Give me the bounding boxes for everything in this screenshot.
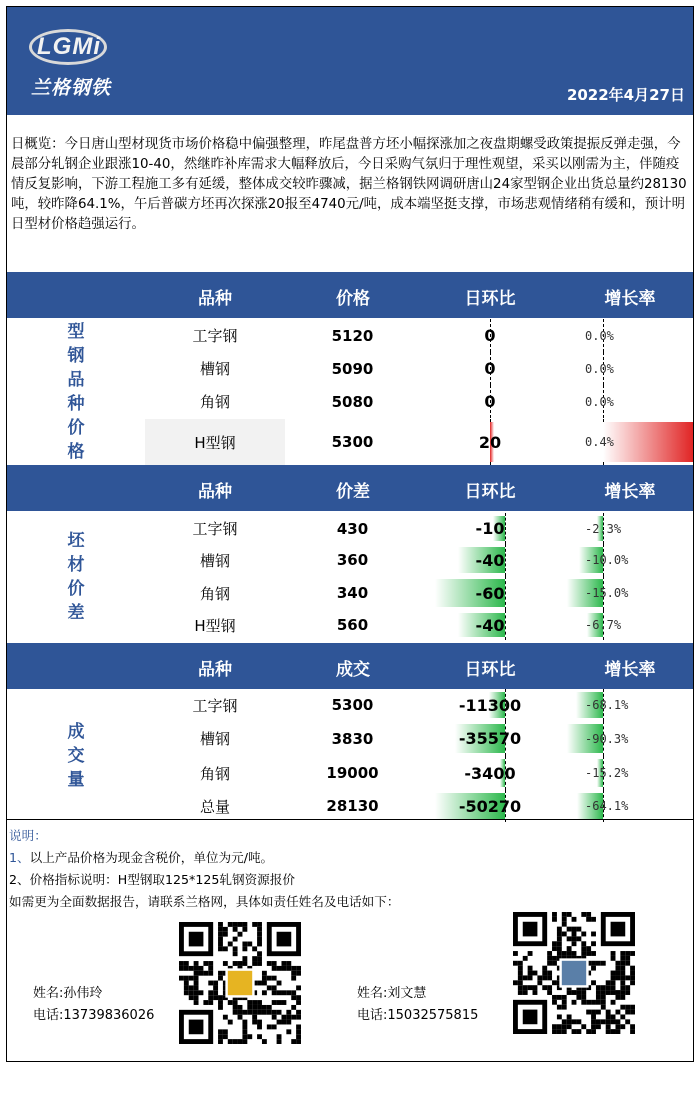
change-cell <box>425 513 555 544</box>
table-row <box>145 756 693 790</box>
product-name-text: 角钢 <box>199 393 230 411</box>
qr-code-2 <box>513 912 635 1034</box>
value-cell <box>285 319 420 352</box>
value-cell-text: 360 <box>336 551 369 569</box>
table-row <box>145 721 693 756</box>
rate-cell <box>565 513 694 544</box>
section-label-char: 种 <box>67 394 85 414</box>
table-row <box>145 385 693 418</box>
product-name-text: 工字钢 <box>192 696 238 715</box>
rate-cell <box>565 352 694 385</box>
change-cell-text: 0 <box>484 359 496 378</box>
value-cell-text: 5120 <box>331 326 374 345</box>
section-label-char: 价 <box>67 418 85 438</box>
contact-2-name: 姓名:刘文慧 <box>357 986 427 1001</box>
section-label-char: 钢 <box>67 346 85 366</box>
value-cell <box>285 721 420 756</box>
column-header: 品种 <box>198 482 232 502</box>
change-cell-text: -10 <box>475 519 505 538</box>
zero-axis <box>505 513 506 544</box>
change-cell-text: -35570 <box>458 729 522 748</box>
product-name-text: H型钢 <box>194 616 236 635</box>
change-cell <box>425 385 555 418</box>
rate-cell <box>565 689 694 721</box>
zero-axis <box>505 610 506 640</box>
product-name-text: 槽钢 <box>199 360 230 378</box>
value-cell <box>285 419 420 465</box>
table-row <box>145 790 693 822</box>
change-cell <box>425 352 555 385</box>
column-header: 价差 <box>336 482 370 502</box>
table-row <box>145 352 693 385</box>
rate-cell-text: 0.4% <box>585 435 614 449</box>
rate-cell <box>565 721 694 756</box>
table-row <box>145 610 693 640</box>
value-cell-text: 560 <box>336 616 369 634</box>
value-cell <box>285 576 420 610</box>
rate-cell-text: -2.3% <box>585 521 622 536</box>
product-name <box>145 756 285 790</box>
column-header: 日环比 <box>464 660 516 680</box>
column-header: 增长率 <box>604 289 656 309</box>
column-header: 日环比 <box>464 289 516 309</box>
overview-text: 日概览：今日唐山型材现货市场价格稳中偏强整理，昨尾盘普方坯小幅探涨加之夜盘期螺受政策提振反弹走强，今晨部分轧钢企业跟涨10-40，然继昨补库需求大幅释放后，今日采购气氛归于理性观望，采买以刚需为主，伴随疫情反复影响，下游工程施工多有延缓，整体成交较昨骤减，据兰格钢铁网调研唐山24家型钢企业出货总量约28130吨，较昨降64.1%，午后普碳方坯再次探涨20报至4740元/吨，成本端坚挺支撑，市场悲观情绪稍有缓和，预计明日型材价格趋强运行。 <box>11 137 687 232</box>
value-cell <box>285 513 420 544</box>
table-row <box>145 544 693 576</box>
change-cell <box>425 790 555 822</box>
rate-cell <box>565 610 694 640</box>
product-name-text: 角钢 <box>199 764 230 783</box>
value-cell-text: 5080 <box>331 392 374 411</box>
rate-cell-text: -64.1% <box>585 799 629 813</box>
section-label-char: 坯 <box>67 530 85 551</box>
zero-axis <box>505 544 506 576</box>
change-cell-text: -40 <box>475 615 505 635</box>
rate-cell-text: -68.1% <box>585 698 629 712</box>
qr-code-1 <box>179 922 301 1044</box>
logo: LGMi <box>37 33 101 60</box>
note-1-text: 以上产品价格为现金含税价，单位为元/吨。 <box>29 850 274 865</box>
change-cell-text: -40 <box>475 550 505 570</box>
value-cell-text: 5300 <box>331 433 374 451</box>
divider <box>7 819 693 820</box>
rate-cell <box>565 385 694 418</box>
rate-cell-text: 0.0% <box>585 361 614 376</box>
change-cell <box>425 576 555 610</box>
column-header: 品种 <box>198 289 232 309</box>
change-cell-text: 0 <box>484 392 496 411</box>
value-cell <box>285 756 420 790</box>
product-name-text: H型钢 <box>194 433 236 452</box>
value-cell <box>285 544 420 576</box>
value-cell <box>285 385 420 418</box>
section-label-char: 差 <box>67 602 85 623</box>
section-label-1 <box>7 319 145 465</box>
note-line-2: 2、价格指标说明：H型钢取125*125轧钢资源报价 <box>9 872 295 887</box>
report-header <box>7 7 693 115</box>
rate-cell <box>565 319 694 352</box>
section-label-char: 材 <box>67 554 85 575</box>
value-cell <box>285 352 420 385</box>
product-name-text: 工字钢 <box>192 520 238 538</box>
product-name <box>145 319 285 352</box>
contact-1-name: 姓名:孙伟玲 <box>33 986 103 1001</box>
rate-cell-text: 0.0% <box>585 328 614 343</box>
rate-cell-text: -90.3% <box>585 731 629 746</box>
section-label-3 <box>7 689 145 822</box>
product-name <box>145 576 285 610</box>
product-name <box>145 790 285 822</box>
zero-axis <box>505 576 506 610</box>
change-cell-text: -11300 <box>458 695 522 715</box>
report-date: 2022年4月27日 <box>566 86 685 104</box>
note-line-3: 如需更为全面数据报告，请联系兰格网，具体如责任姓名及电话如下： <box>9 894 400 909</box>
change-cell <box>425 419 555 465</box>
rate-cell <box>565 576 694 610</box>
column-header: 增长率 <box>604 660 656 680</box>
value-cell <box>285 689 420 721</box>
section-header-1 <box>7 272 693 318</box>
section-label-char: 品 <box>67 370 85 390</box>
value-cell-text: 5090 <box>331 359 374 378</box>
product-name-text: 槽钢 <box>199 551 230 570</box>
table-row <box>145 576 693 610</box>
rate-cell <box>565 790 694 822</box>
note-line-1: 1、以上产品价格为现金含税价，单位为元/吨。 <box>9 850 274 865</box>
report-frame <box>6 6 694 1062</box>
product-name <box>145 689 285 721</box>
section-label-char: 交 <box>67 745 85 766</box>
section-label-char: 型 <box>67 322 85 342</box>
product-name-text: 槽钢 <box>199 730 230 748</box>
value-cell-text: 28130 <box>326 797 379 815</box>
column-header: 成交 <box>336 660 370 680</box>
table-row <box>145 513 693 544</box>
section-label-char: 价 <box>67 578 85 599</box>
rate-cell-text: -6.7% <box>585 618 622 632</box>
table-row <box>145 319 693 352</box>
rate-cell-text: 0.0% <box>585 394 614 409</box>
column-header: 日环比 <box>464 482 516 502</box>
column-header: 增长率 <box>604 482 656 502</box>
rate-cell <box>565 419 694 465</box>
change-cell <box>425 689 555 721</box>
product-name <box>145 513 285 544</box>
rate-cell-text: -10.0% <box>585 553 629 567</box>
rate-cell-text: -15.0% <box>585 586 629 600</box>
contact-2 <box>357 983 478 1027</box>
change-cell-text: -3400 <box>464 763 516 783</box>
change-cell-text: 20 <box>478 432 502 452</box>
section-label-2 <box>7 513 145 640</box>
change-cell-text: 0 <box>484 326 496 345</box>
table-row <box>145 419 693 465</box>
value-cell <box>285 610 420 640</box>
product-name <box>145 352 285 385</box>
contact-1 <box>33 983 154 1027</box>
change-cell <box>425 319 555 352</box>
value-cell <box>285 790 420 822</box>
change-cell <box>425 544 555 576</box>
value-cell-text: 3830 <box>331 729 374 748</box>
section-header-2 <box>7 465 693 511</box>
rate-cell <box>565 544 694 576</box>
table-row <box>145 689 693 721</box>
rate-bar <box>603 422 694 462</box>
value-cell-text: 340 <box>336 584 369 602</box>
product-name-text: 总量 <box>199 797 230 816</box>
change-cell <box>425 756 555 790</box>
change-cell <box>425 610 555 640</box>
contact-1-phone: 电话:13739836026 <box>33 1008 155 1023</box>
section-header-3 <box>7 643 693 689</box>
column-header: 价格 <box>336 289 370 309</box>
product-name <box>145 544 285 576</box>
section-label-char: 格 <box>67 442 85 462</box>
change-cell-text: -60 <box>475 583 505 603</box>
column-header: 品种 <box>198 660 232 680</box>
value-cell-text: 5300 <box>331 696 374 714</box>
rate-cell <box>565 756 694 790</box>
product-name <box>145 385 285 418</box>
rate-cell-text: -15.2% <box>585 766 629 780</box>
notes <box>9 825 399 913</box>
change-cell-text: -50270 <box>458 796 522 816</box>
product-name <box>145 610 285 640</box>
value-cell-text: 19000 <box>326 764 379 782</box>
notes-title: 说明： <box>9 828 47 843</box>
product-name-text: 角钢 <box>199 584 230 603</box>
change-cell <box>425 721 555 756</box>
value-cell-text: 430 <box>336 519 369 538</box>
product-name-text: 工字钢 <box>192 327 238 345</box>
section-label-char: 量 <box>67 769 85 790</box>
contact-2-phone: 电话:15032575815 <box>357 1008 479 1023</box>
section-label-char: 成 <box>67 721 85 742</box>
product-name <box>145 419 285 465</box>
logo-cn: 兰格钢铁 <box>31 77 112 99</box>
product-name <box>145 721 285 756</box>
